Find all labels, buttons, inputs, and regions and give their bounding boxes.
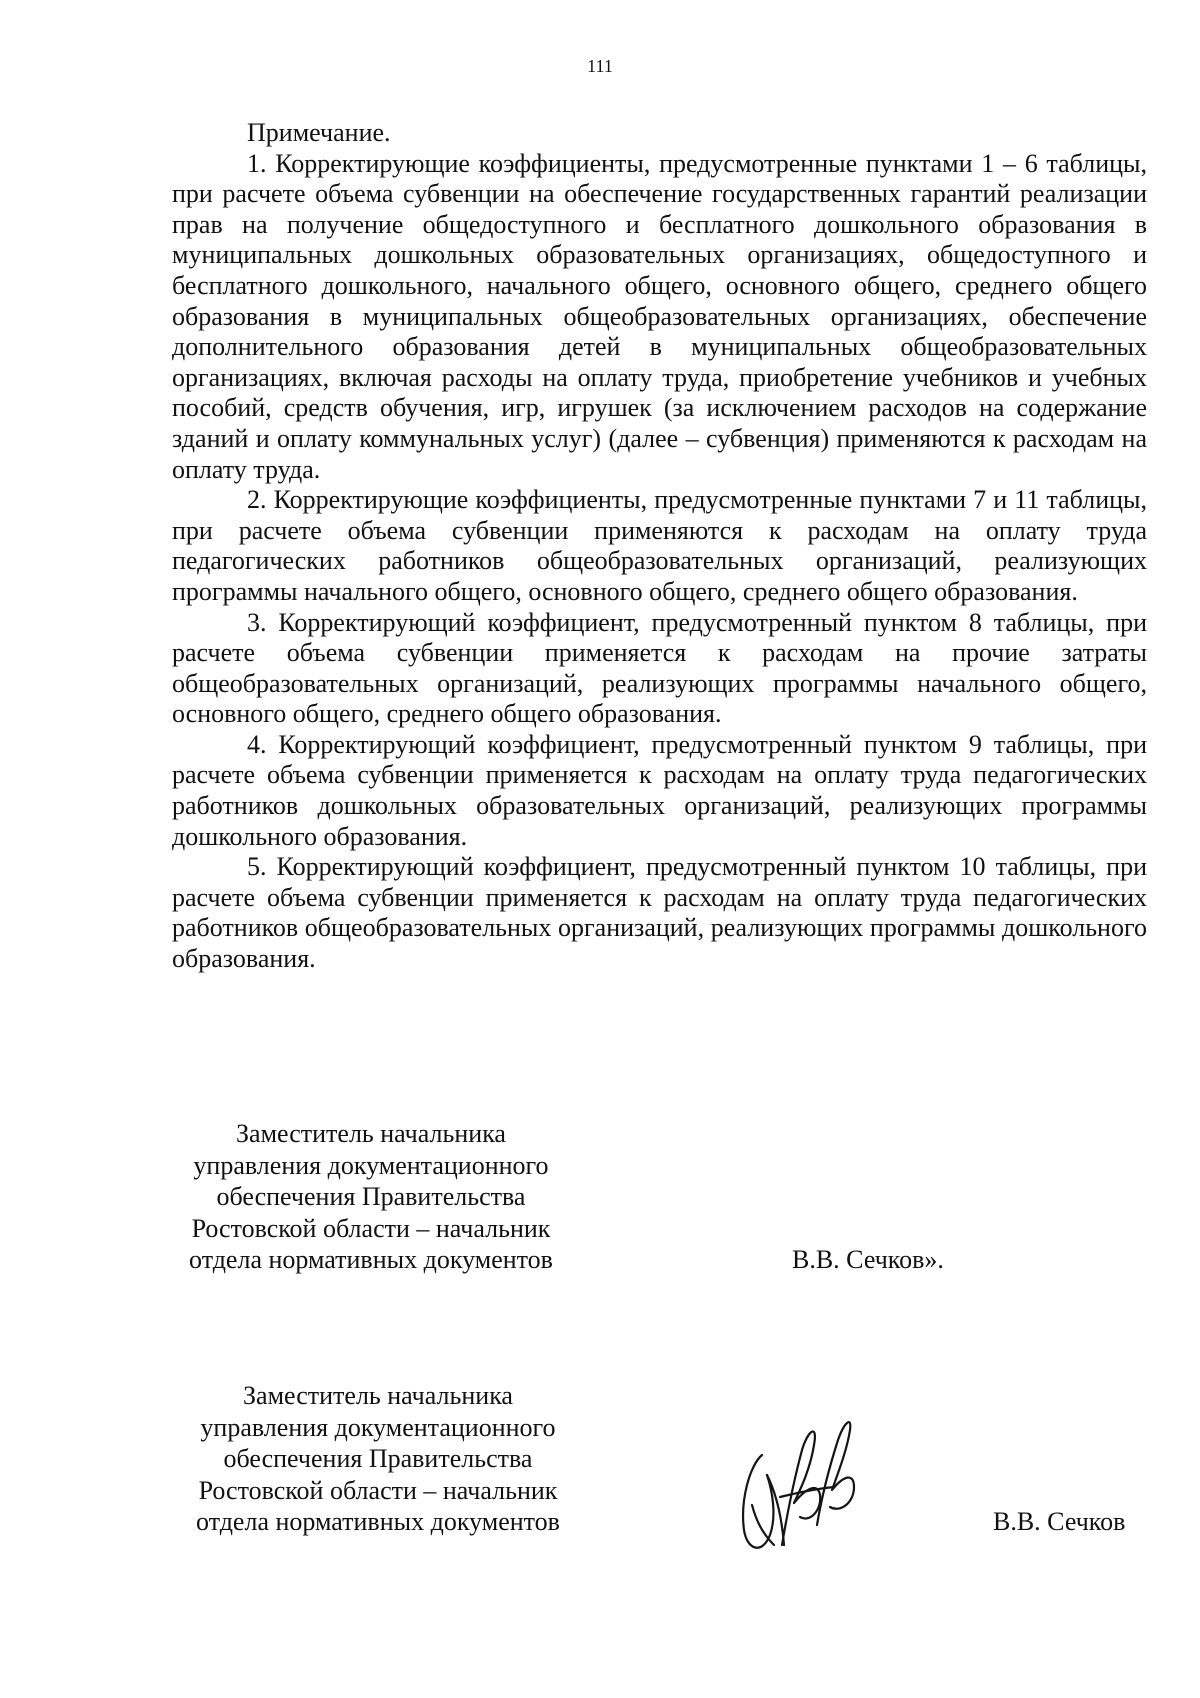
signatory-name-2: В.В. Сечков bbox=[993, 1507, 1126, 1536]
signatory-title-1: Заместитель начальника управления документационного обеспечения Правительства Ростовской области – начальник отдела нормативных документов bbox=[189, 1119, 553, 1274]
note-paragraph-4: 4. Корректирующий коэффициент, предусмотренный пунктом 9 таблицы, при расчете объема субвенции применяется к расходам на оплату труда педагогических работников дошкольных образовательных организаций, реализующих программы дошкольного образования. bbox=[172, 729, 1147, 851]
note-paragraph-5: 5. Корректирующий коэффициент, предусмотренный пунктом 10 таблицы, при расчете объема субвенции применяется к расходам на оплату труда педагогических работников общеобразовательных организаций, реализующих программы дошкольного образования. bbox=[172, 852, 1147, 974]
note-section bbox=[172, 118, 1147, 975]
handwritten-signature bbox=[722, 1395, 872, 1565]
note-paragraph-3: 3. Корректирующий коэффициент, предусмотренный пунктом 8 таблицы, при расчете объема субвенции применяется к расходам на прочие затраты общеобразовательных организаций, реализующих программы начального общего, основного общего, среднего общего образования. bbox=[172, 607, 1147, 729]
note-heading: Примечание. bbox=[247, 118, 391, 147]
note-paragraph-1: 1. Корректирующие коэффициенты, предусмотренные пунктами 1 – 6 таблицы, при расчете объема субвенции на обеспечение государственных гарантий реализации прав на получение общедоступного и бесплатного дошкольного образования в муниципальных дошкольных образовательных организациях, общедоступного и бесплатного дошкольного, начального общего, основного общего, среднего общего образования в муниципальных общеобразовательных организациях, обеспечение дополнительного образования детей в муниципальных общеобразовательных организациях, включая расходы на оплату труда, приобретение учебников и учебных пособий, средств обучения, игр, игрушек (за исключением расходов на содержание зданий и оплату коммунальных услуг) (далее – субвенция) применяются к расходам на оплату труда. bbox=[172, 148, 1147, 484]
signatory-title-2: Заместитель начальника управления документационного обеспечения Правительства Ростовской области – начальник отдела нормативных документов bbox=[196, 1381, 560, 1536]
signatory-name-1: В.В. Сечков». bbox=[792, 1245, 944, 1274]
page-number: 111 bbox=[587, 56, 613, 76]
note-paragraph-2: 2. Корректирующие коэффициенты, предусмотренные пунктами 7 и 11 таблицы, при расчете объема субвенции применяются к расходам на оплату труда педагогических работников общеобразовательных организаций, реализующих программы начального общего, основного общего, среднего общего образования. bbox=[172, 485, 1147, 606]
